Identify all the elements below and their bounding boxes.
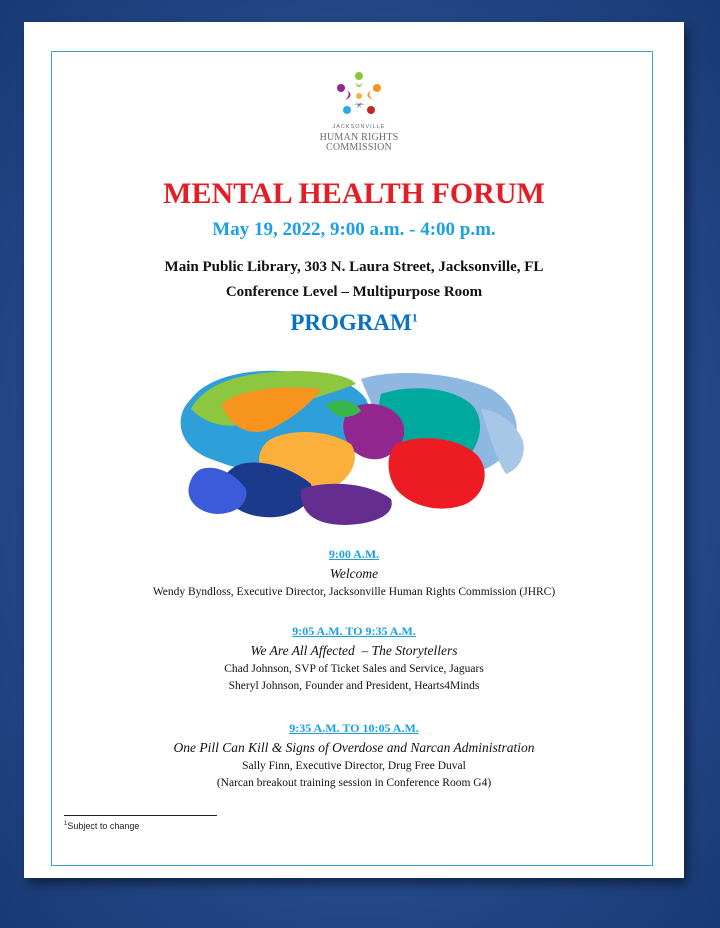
session-speaker: Chad Johnson, SVP of Ticket Sales and Service, Jaguars bbox=[224, 663, 484, 675]
colorful-heads-illustration-icon bbox=[151, 349, 551, 529]
session-note: (Narcan breakout training session in Conference Room G4) bbox=[216, 777, 492, 789]
program-footnote-mark: 1 bbox=[411, 310, 418, 325]
session-title: Welcome bbox=[329, 566, 379, 581]
footnote bbox=[64, 821, 139, 831]
program-heading bbox=[24, 310, 684, 336]
footnote-rule bbox=[64, 815, 217, 816]
session-speaker: Sally Finn, Executive Director, Drug Free Duval bbox=[242, 760, 466, 772]
session-time: 9:00 A.M. bbox=[328, 547, 380, 561]
session-3 bbox=[24, 721, 684, 792]
org-line2: HUMAN RIGHTS bbox=[319, 131, 399, 143]
session-2 bbox=[24, 624, 684, 695]
program-heading-text: PROGRAM bbox=[290, 310, 412, 335]
event-title: MENTAL HEALTH FORUM bbox=[163, 177, 545, 210]
footnote-mark: 1 bbox=[64, 821, 68, 827]
session-speaker: Wendy Byndloss, Executive Director, Jacksonville Human Rights Commission (JHRC) bbox=[152, 586, 556, 598]
org-name bbox=[284, 125, 434, 153]
footnote-text: Subject to change bbox=[67, 821, 140, 831]
event-room: Conference Level – Multipurpose Room bbox=[225, 284, 483, 300]
org-line1: JACKSONVILLE bbox=[332, 124, 386, 130]
session-speaker: Sheryl Johnson, Founder and President, Hearts4Minds bbox=[228, 680, 480, 692]
event-date: May 19, 2022, 9:00 a.m. - 4:00 p.m. bbox=[212, 219, 496, 240]
event-location: Main Public Library, 303 N. Laura Street, Jacksonville, FL bbox=[164, 259, 544, 275]
flyer-page bbox=[24, 22, 684, 878]
session-time: 9:05 A.M. TO 9:35 A.M. bbox=[292, 624, 416, 638]
org-line3: COMMISSION bbox=[326, 141, 392, 153]
session-title: We Are All Affected – The Storytellers bbox=[250, 643, 458, 658]
session-title: One Pill Can Kill & Signs of Overdose and Narcan Administration bbox=[173, 740, 535, 755]
session-time: 9:35 A.M. TO 10:05 A.M. bbox=[289, 721, 419, 735]
session-1 bbox=[24, 547, 684, 601]
